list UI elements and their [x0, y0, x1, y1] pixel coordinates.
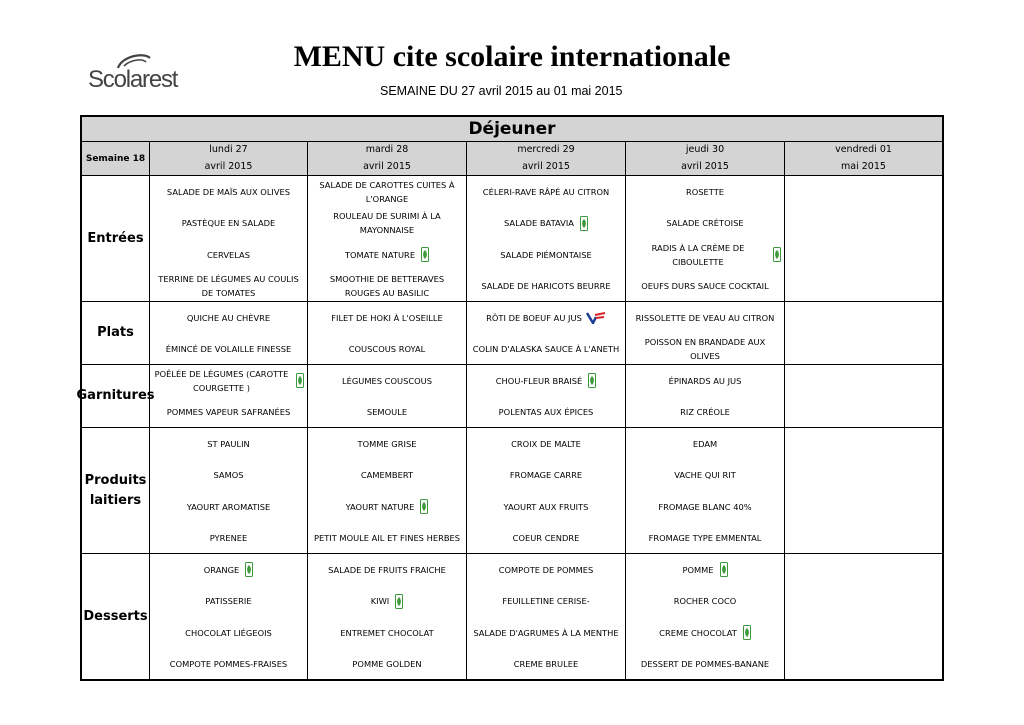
menu-item-text: SALADE DE HARICOTS BEURRE: [481, 281, 611, 292]
day-month: avril 2015: [681, 161, 729, 172]
page-subtitle: SEMAINE DU 27 avril 2015 au 01 mai 2015: [380, 84, 623, 98]
menu-item: [467, 176, 625, 208]
menu-item: [308, 334, 466, 366]
day-column: [308, 302, 467, 364]
menu-item: [467, 617, 625, 649]
menu-item: [626, 239, 784, 271]
leaf-icon: [580, 216, 588, 231]
menu-item: [626, 271, 784, 303]
menu-item-text: YAOURT AUX FRUITS: [503, 501, 589, 512]
leaf-icon: [245, 562, 253, 577]
menu-item-text: RÔTI DE BOEUF AU JUS: [486, 312, 582, 323]
day-column: [785, 302, 942, 364]
menu-item-text: SEMOULE: [366, 407, 408, 418]
day-column: [150, 302, 308, 364]
day-column: [626, 176, 785, 301]
logo-text: Scolarest: [88, 66, 178, 93]
menu-item-text: ENTREMET CHOCOLAT: [340, 627, 434, 638]
menu-table: [76, 115, 944, 681]
menu-item: [467, 271, 625, 303]
day-name: mercredi 29: [517, 144, 575, 155]
menu-item: [308, 491, 466, 523]
menu-item: [467, 554, 625, 586]
menu-item: [467, 491, 625, 523]
menu-item-text: SALADE D'AGRUMES À LA MENTHE: [473, 627, 619, 638]
viande-france-flag-icon: [586, 312, 606, 324]
meal-band: Déjeuner: [82, 117, 942, 142]
leaf-icon: [773, 247, 781, 262]
menu-item: [626, 523, 784, 555]
day-month: avril 2015: [363, 161, 411, 172]
menu-item: [626, 302, 784, 334]
menu-item-text: FROMAGE CARRE: [509, 470, 583, 481]
menu-item-text: YAOURT AROMATISE: [186, 501, 271, 512]
menu-item-text: RIZ CRÉOLE: [680, 407, 730, 418]
menu-item-text: CREME BRULEE: [513, 659, 579, 670]
menu-item: [626, 586, 784, 618]
menu-item: [308, 271, 466, 303]
day-header: [785, 142, 942, 176]
section-label: Desserts: [82, 554, 150, 679]
menu-section: [82, 428, 942, 554]
day-column: [785, 176, 942, 301]
menu-item-text: YAOURT NATURE: [345, 501, 415, 512]
menu-item-text: OEUFS DURS SAUCE COCKTAIL: [641, 281, 769, 292]
menu-item: [467, 239, 625, 271]
day-name: lundi 27: [209, 144, 248, 155]
menu-item-text: POÊLÉE DE LÉGUMES (CAROTTE COURGETTE ): [154, 368, 289, 393]
menu-item: [626, 617, 784, 649]
day-column: [150, 176, 308, 301]
menu-item: [626, 649, 784, 681]
menu-item-text: PATISSERIE: [205, 596, 252, 607]
menu-item: [308, 208, 466, 240]
menu-item: [467, 586, 625, 618]
leaf-icon: [720, 562, 728, 577]
menu-section: [76, 365, 942, 428]
menu-section: [82, 554, 942, 679]
menu-item-text: SMOOTHIE DE BETTERAVES ROUGES AU BASILIC: [329, 274, 445, 299]
menu-item-text: COEUR CENDRE: [512, 533, 580, 544]
day-name: mardi 28: [365, 144, 409, 155]
leaf-icon: [588, 373, 596, 388]
leaf-icon: [420, 499, 428, 514]
day-name: jeudi 30: [685, 144, 725, 155]
menu-item-text: ST PAULIN: [207, 438, 250, 449]
menu-item: [308, 176, 466, 208]
day-column: [467, 365, 626, 427]
menu-item-text: SALADE DE FRUITS FRAICHE: [328, 564, 446, 575]
day-column: [467, 302, 626, 364]
menu-item-text: FROMAGE BLANC 40%: [658, 501, 752, 512]
menu-item-text: COUSCOUS ROYAL: [348, 344, 426, 355]
day-header: [150, 142, 308, 176]
menu-item: [308, 365, 466, 397]
day-header: [626, 142, 785, 176]
menu-item: [467, 428, 625, 460]
menu-item: [626, 334, 784, 366]
menu-item-text: ROSETTE: [685, 186, 725, 197]
day-column: [467, 428, 626, 553]
menu-item-text: QUICHE AU CHÈVRE: [186, 312, 271, 323]
menu-item-text: VACHE QUI RIT: [674, 470, 736, 481]
menu-item-text: POMMES VAPEUR SAFRANÉES: [166, 407, 291, 418]
menu-item-text: SAMOS: [213, 470, 244, 481]
leaf-icon: [743, 625, 751, 640]
day-column: [308, 365, 467, 427]
day-column: [467, 554, 626, 679]
menu-item: [467, 397, 625, 429]
day-column: [150, 428, 308, 553]
menu-item: [308, 649, 466, 681]
menu-item: [150, 365, 307, 397]
menu-item: [626, 208, 784, 240]
menu-item-text: SALADE PIÉMONTAISE: [500, 249, 592, 260]
menu-item-text: COMPOTE POMMES-FRAISES: [169, 659, 288, 670]
leaf-icon: [296, 373, 304, 388]
menu-item: [308, 397, 466, 429]
menu-item-text: POISSON EN BRANDADE AUX OLIVES: [644, 337, 766, 362]
menu-item-text: SALADE DE CAROTTES CUITES À L'ORANGE: [319, 179, 455, 204]
menu-item-text: ROCHER COCO: [673, 596, 737, 607]
menu-item-text: DESSERT DE POMMES-BANANE: [640, 659, 770, 670]
menu-item-text: KIWI: [370, 596, 390, 607]
menu-item: [626, 554, 784, 586]
day-column: [308, 554, 467, 679]
menu-item-text: CÉLERI-RAVE RÂPÉ AU CITRON: [482, 186, 610, 197]
menu-item-text: FILET DE HOKI À L'OSEILLE: [331, 312, 443, 323]
menu-item: [308, 586, 466, 618]
page-title: MENU cite scolaire internationale: [293, 40, 731, 73]
menu-item: [308, 302, 466, 334]
menu-item-text: SALADE DE MAÏS AUX OLIVES: [166, 186, 291, 197]
day-column: [785, 554, 942, 679]
day-name: vendredi 01: [835, 144, 892, 155]
menu-item-text: FEUILLETINE CERISE-: [502, 596, 590, 607]
menu-item: [150, 239, 307, 271]
section-label: Entrées: [82, 176, 150, 301]
menu-item: [626, 428, 784, 460]
menu-item-text: CAMEMBERT: [360, 470, 414, 481]
menu-item-text: ÉPINARDS AU JUS: [668, 375, 742, 386]
menu-item: [308, 239, 466, 271]
menu-item: [150, 491, 307, 523]
day-column: [626, 365, 785, 427]
menu-item-text: CHOCOLAT LIÉGEOIS: [185, 627, 272, 638]
leaf-icon: [395, 594, 403, 609]
menu-item: [150, 271, 307, 303]
menu-item-text: POMME: [682, 564, 714, 575]
menu-item-text: SALADE CRÉTOISE: [666, 218, 744, 229]
menu-item: [150, 554, 307, 586]
menu-item: [467, 208, 625, 240]
menu-item: [150, 460, 307, 492]
menu-item: [626, 397, 784, 429]
menu-item: [150, 617, 307, 649]
menu-item: [467, 649, 625, 681]
menu-item: [467, 365, 625, 397]
menu-item: [626, 365, 784, 397]
day-header: [308, 142, 467, 176]
day-column: [308, 428, 467, 553]
week-label: Semaine 18: [82, 142, 150, 176]
menu-section: [82, 302, 942, 365]
menu-item-text: PASTÈQUE EN SALADE: [181, 218, 276, 229]
menu-section: [82, 176, 942, 302]
menu-item: [626, 176, 784, 208]
menu-item: [150, 649, 307, 681]
day-header: [467, 142, 626, 176]
menu-item-text: CHOU-FLEUR BRAISÉ: [495, 375, 583, 386]
menu-item-text: RISSOLETTE DE VEAU AU CITRON: [635, 312, 775, 323]
menu-item-text: POMME GOLDEN: [352, 659, 422, 670]
menu-item-text: TOMME GRISE: [357, 438, 417, 449]
menu-item: [150, 397, 307, 429]
menu-item: [150, 208, 307, 240]
menu-item-text: FROMAGE TYPE EMMENTAL: [648, 533, 762, 544]
menu-item-text: COLIN D'ALASKA SAUCE À L'ANETH: [472, 344, 620, 355]
menu-item: [467, 334, 625, 366]
menu-item: [150, 523, 307, 555]
day-column: [308, 176, 467, 301]
menu-item-text: TERRINE DE LÉGUMES AU COULIS DE TOMATES: [158, 274, 299, 299]
menu-item: [467, 523, 625, 555]
menu-item: [467, 302, 625, 334]
menu-item: [626, 460, 784, 492]
menu-item: [308, 554, 466, 586]
day-month: mai 2015: [841, 161, 886, 172]
day-column: [626, 302, 785, 364]
menu-item-text: COMPOTE DE POMMES: [498, 564, 594, 575]
menu-item-text: ROULEAU DE SURIMI À LA MAYONNAISE: [333, 211, 441, 236]
menu-item-text: CREME CHOCOLAT: [659, 627, 737, 638]
day-column: [626, 554, 785, 679]
menu-item-text: TOMATE NATURE: [344, 249, 416, 260]
menu-item: [308, 460, 466, 492]
menu-item: [308, 523, 466, 555]
menu-item: [467, 460, 625, 492]
menu-item: [308, 428, 466, 460]
day-column: [150, 554, 308, 679]
menu-item-text: ÉMINCÉ DE VOLAILLE FINESSE: [165, 344, 292, 355]
menu-item-text: LÉGUMES COUSCOUS: [342, 375, 432, 386]
menu-item-text: ORANGE: [203, 564, 240, 575]
menu-item-text: EDAM: [692, 438, 718, 449]
menu-item-text: RADIS À LA CRÈME DE CIBOULETTE: [651, 242, 745, 267]
menu-item: [308, 617, 466, 649]
menu-item: [150, 586, 307, 618]
section-label: Garnitures: [82, 365, 150, 427]
day-column: [785, 365, 942, 427]
day-column: [785, 428, 942, 553]
day-month: avril 2015: [204, 161, 253, 172]
day-column: [150, 365, 308, 427]
section-label: Produits laitiers: [82, 428, 150, 553]
day-column: [467, 176, 626, 301]
menu-item: [150, 428, 307, 460]
leaf-icon: [421, 247, 429, 262]
menu-item: [150, 176, 307, 208]
menu-item: [150, 334, 307, 366]
menu-item-text: PETIT MOULE AIL ET FINES HERBES: [313, 533, 461, 544]
menu-item-text: PYRENEE: [209, 533, 248, 544]
menu-item-text: POLENTAS AUX ÉPICES: [498, 407, 594, 418]
day-column: [626, 428, 785, 553]
section-label: Plats: [82, 302, 150, 364]
menu-item: [626, 491, 784, 523]
menu-item-text: CERVELAS: [206, 249, 251, 260]
menu-item: [150, 302, 307, 334]
menu-item-text: CROIX DE MALTE: [511, 438, 581, 449]
day-month: avril 2015: [522, 161, 570, 172]
menu-item-text: SALADE BATAVIA: [504, 218, 574, 229]
